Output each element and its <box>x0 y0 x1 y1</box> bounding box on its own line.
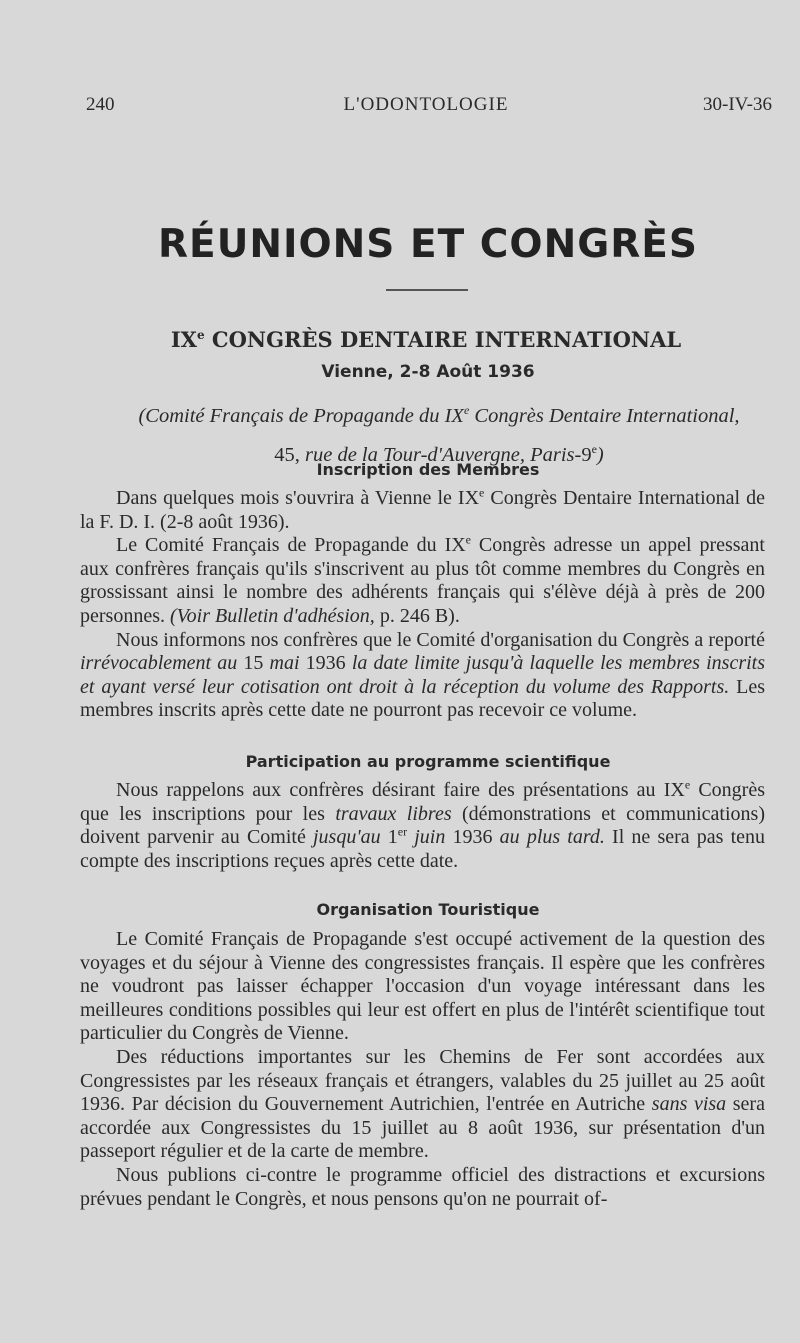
heading-organisation: Organisation Touristique <box>316 900 540 919</box>
committee-line-1: (Comité Français de Propagande du IXe Congrès Dentaire International, <box>138 403 740 427</box>
paragraph: Le Comité Français de Propagande du IXe Congrès adresse un appel pressant aux confrères français qu'ils s'inscrivent au plus tôt comme membres du Congrès en grossissant ainsi le nombre des adhérents français qui s'élève déjà à près de 200 personnes. (Voir Bulletin d'adhésion, p. 246 B). <box>80 532 765 627</box>
paragraph: Nous informons nos confrères que le Comité d'organisation du Congrès a reporté irrévocablement au 15 mai 1936 la date limite jusqu'à laquelle les membres inscrits et ayant versé leur cotisation ont droit à la réception du volume des Rapports. Les membres inscrits après cette date ne pourront pas recevoir ce volume. <box>80 628 765 722</box>
journal-name: L'ODONTOLOGIE <box>343 94 509 115</box>
paragraph: Nous rappelons aux confrères désirant faire des présentations au IXe Congrès que les inscriptions pour les travaux libres (démonstrations et communications) doivent parvenir au Comité jusqu'au 1er juin 1936 au plus tard. Il ne sera pas tenu compte des inscriptions reçues après cette date. <box>80 777 766 872</box>
congress-place-date: Vienne, 2-8 Août 1936 <box>321 362 535 382</box>
congress-title: IXe CONGRÈS DENTAIRE INTERNATIONAL <box>170 327 682 352</box>
heading-inscription: Inscription des Membres <box>316 460 540 479</box>
inscription-body <box>80 487 765 723</box>
paragraph: Nous publions ci-contre le programme officiel des distractions et excursions prévues pendant le Congrès, et nous pensons qu'on ne pourrait of- <box>80 1163 765 1210</box>
page-title: RÉUNIONS ET CONGRÈS <box>158 222 698 267</box>
paragraph: Dans quelques mois s'ouvrira à Vienne le IXe Congrès Dentaire International de la F. D. I. (2-8 août 1936). <box>80 485 766 533</box>
paragraph: Des réductions importantes sur les Chemins de Fer sont accordées aux Congressistes par les réseaux français et étrangers, valables du 25 juillet au 25 août 1936. Par décision du Gouvernement Autrichien, l'entrée en Autriche sans visa sera accordée aux Congressistes du 15 juillet au 8 août 1936, sur présentation d'un passeport régulier et de la carte de membre. <box>80 1045 765 1163</box>
participation-body <box>80 779 765 873</box>
title-divider <box>386 289 468 291</box>
issue-date: 30-IV-36 <box>703 94 772 115</box>
organisation-body <box>80 928 765 1211</box>
paragraph: Le Comité Français de Propagande s'est occupé activement de la question des voyages et du séjour à Vienne des congressistes français. Il espère que les confrères ne voudront pas laisser échapper l'occasion d'un voyage intéressant dans les meilleures conditions possibles qui leur est offert en plus de l'intérêt scientifique tout particulier du Congrès de Vienne. <box>80 928 765 1045</box>
committee-line-2: 45, rue de la Tour-d'Auvergne, Paris-9e) <box>274 441 604 466</box>
running-head <box>86 94 772 120</box>
page-number: 240 <box>86 94 115 115</box>
heading-participation: Participation au programme scientifique <box>245 752 611 771</box>
